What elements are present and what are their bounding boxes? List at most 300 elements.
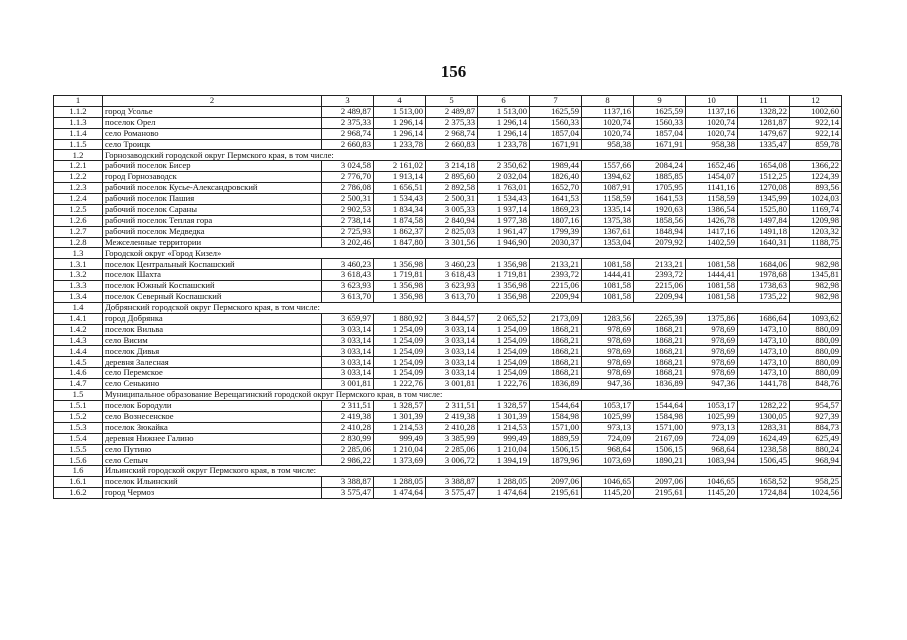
value-cell: 2 032,04 [478,172,530,183]
value-cell: 2 968,74 [322,128,374,139]
row-code: 1.4.6 [54,368,103,379]
value-cell: 1 254,09 [478,346,530,357]
settlement-name: рабочий поселок Медведка [103,226,322,237]
value-cell: 2 350,62 [478,161,530,172]
header-cell: 7 [530,96,582,107]
value-cell: 1 254,09 [478,324,530,335]
value-cell: 3 388,87 [426,477,478,488]
value-cell: 1826,40 [530,172,582,183]
value-cell: 978,69 [686,346,738,357]
value-cell: 2209,94 [634,292,686,303]
value-cell: 1081,58 [686,259,738,270]
value-cell: 1836,89 [530,379,582,390]
settlement-name: село Романово [103,128,322,139]
value-cell: 2 660,83 [426,139,478,150]
value-cell: 2 895,60 [426,172,478,183]
table-row [54,183,842,194]
table-row [54,324,842,335]
value-cell: 1684,06 [738,259,790,270]
value-cell: 1920,63 [634,204,686,215]
value-cell: 1 534,43 [374,194,426,205]
value-cell: 3 214,18 [426,161,478,172]
value-cell: 1641,53 [530,194,582,205]
value-cell: 1978,68 [738,270,790,281]
value-cell: 2 410,28 [426,422,478,433]
value-cell: 1 373,69 [374,455,426,466]
value-cell: 1283,56 [582,313,634,324]
row-code: 1.2.4 [54,194,103,205]
value-cell: 1353,04 [582,237,634,248]
row-code: 1.3.4 [54,292,103,303]
settlement-name: поселок Ильинский [103,477,322,488]
row-code: 1.2.1 [54,161,103,172]
value-cell: 1 254,09 [478,335,530,346]
table-row [54,313,842,324]
value-cell: 2215,06 [530,281,582,292]
settlement-name: село Троицк [103,139,322,150]
value-cell: 978,69 [582,346,634,357]
value-cell: 1238,58 [738,444,790,455]
value-cell: 978,69 [582,324,634,335]
table-row [54,488,842,499]
value-cell: 3 033,14 [322,335,374,346]
value-cell: 1 222,76 [374,379,426,390]
settlement-name: поселок Орел [103,117,322,128]
row-code: 1.3 [54,248,103,259]
value-cell: 2133,21 [634,259,686,270]
value-cell: 1584,98 [530,411,582,422]
value-cell: 1 534,43 [478,194,530,205]
value-cell: 1512,25 [738,172,790,183]
value-cell: 1625,59 [634,106,686,117]
value-cell: 1889,59 [530,433,582,444]
value-cell: 724,09 [582,433,634,444]
value-cell: 999,49 [374,433,426,444]
value-cell: 1 513,00 [374,106,426,117]
value-cell: 1557,66 [582,161,634,172]
value-cell: 1 356,98 [374,292,426,303]
value-cell: 880,09 [790,346,842,357]
section-title: Городской округ «Город Кизел» [103,248,842,259]
table-row [54,139,842,150]
row-code: 1.5.3 [54,422,103,433]
row-code: 1.4.1 [54,313,103,324]
section-row [54,150,842,161]
value-cell: 2209,94 [530,292,582,303]
settlement-name: рабочий поселок Бисер [103,161,322,172]
row-code: 1.2 [54,150,103,161]
value-cell: 1 296,14 [478,117,530,128]
value-cell: 1 254,09 [374,324,426,335]
value-cell: 1560,33 [634,117,686,128]
value-cell: 880,24 [790,444,842,455]
value-cell: 1868,21 [634,357,686,368]
value-cell: 859,78 [790,139,842,150]
value-cell: 1073,69 [582,455,634,466]
table-row [54,477,842,488]
header-cell: 9 [634,96,686,107]
value-cell: 1 656,51 [374,183,426,194]
value-cell: 1 328,57 [374,400,426,411]
value-cell: 1 913,14 [374,172,426,183]
row-code: 1.1.5 [54,139,103,150]
value-cell: 1 946,90 [478,237,530,248]
value-cell: 3 005,33 [426,204,478,215]
table-row [54,117,842,128]
value-cell: 2 738,14 [322,215,374,226]
value-cell: 1525,80 [738,204,790,215]
value-cell: 848,76 [790,379,842,390]
value-cell: 2 968,74 [426,128,478,139]
value-cell: 982,98 [790,292,842,303]
value-cell: 880,09 [790,335,842,346]
value-cell: 1544,64 [530,400,582,411]
value-cell: 1 233,78 [374,139,426,150]
row-code: 1.4.4 [54,346,103,357]
value-cell: 1375,86 [686,313,738,324]
value-cell: 958,25 [790,477,842,488]
value-cell: 1270,08 [738,183,790,194]
header-cell: 3 [322,96,374,107]
value-cell: 1426,78 [686,215,738,226]
row-code: 1.2.6 [54,215,103,226]
settlement-name: город Горнозаводск [103,172,322,183]
value-cell: 1506,15 [634,444,686,455]
value-cell: 2 489,87 [322,106,374,117]
value-cell: 3 613,70 [322,292,374,303]
value-cell: 2 065,52 [478,313,530,324]
value-cell: 2 419,38 [426,411,478,422]
value-cell: 1335,14 [582,204,634,215]
value-cell: 1625,59 [530,106,582,117]
value-cell: 3 033,14 [322,346,374,357]
value-cell: 1188,75 [790,237,842,248]
header-cell: 6 [478,96,530,107]
header-cell: 4 [374,96,426,107]
value-cell: 2 410,28 [322,422,374,433]
value-cell: 1652,70 [530,183,582,194]
value-cell: 1169,74 [790,204,842,215]
settlement-name: поселок Дивья [103,346,322,357]
table-row [54,379,842,390]
value-cell: 2265,39 [634,313,686,324]
value-cell: 1444,41 [582,270,634,281]
value-cell: 1053,17 [686,400,738,411]
section-title: Горнозаводский городской округ Пермского края, в том числе: [103,150,842,161]
value-cell: 1868,21 [634,346,686,357]
value-cell: 1 937,14 [478,204,530,215]
value-cell: 1025,99 [686,411,738,422]
header-cell: 12 [790,96,842,107]
value-cell: 1 719,81 [374,270,426,281]
table-row [54,368,842,379]
value-cell: 1473,10 [738,324,790,335]
value-cell: 3 033,14 [426,357,478,368]
value-cell: 973,13 [582,422,634,433]
value-cell: 1024,56 [790,488,842,499]
settlement-name: село Сенькино [103,379,322,390]
section-row [54,248,842,259]
value-cell: 1 214,53 [374,422,426,433]
value-cell: 3 001,81 [322,379,374,390]
settlement-name: город Добрянка [103,313,322,324]
value-cell: 2079,92 [634,237,686,248]
row-code: 1.6.2 [54,488,103,499]
value-cell: 1869,23 [530,204,582,215]
section-title: Ильинский городской округ Пермского края, в том числе: [103,466,842,477]
value-cell: 1020,74 [582,117,634,128]
value-cell: 1506,15 [530,444,582,455]
value-cell: 1 214,53 [478,422,530,433]
value-cell: 3 460,23 [426,259,478,270]
value-cell: 1 356,98 [374,259,426,270]
table-row [54,172,842,183]
value-cell: 1868,21 [530,357,582,368]
value-cell: 958,38 [582,139,634,150]
value-cell: 1137,16 [582,106,634,117]
settlement-name: рабочий поселок Теплая гора [103,215,322,226]
header-cell: 10 [686,96,738,107]
value-cell: 2 500,31 [322,194,374,205]
row-code: 1.4.2 [54,324,103,335]
value-cell: 1686,64 [738,313,790,324]
value-cell: 1868,21 [530,368,582,379]
value-cell: 1479,67 [738,128,790,139]
value-cell: 1 356,98 [478,281,530,292]
value-cell: 1735,22 [738,292,790,303]
table-row [54,400,842,411]
table-row [54,357,842,368]
value-cell: 3 001,81 [426,379,478,390]
section-title: Добрянский городской округ Пермского края, в том числе: [103,302,842,313]
value-cell: 1367,61 [582,226,634,237]
value-cell: 3 623,93 [322,281,374,292]
row-code: 1.5.2 [54,411,103,422]
value-cell: 1024,03 [790,194,842,205]
value-cell: 1 961,47 [478,226,530,237]
value-cell: 1 296,14 [374,117,426,128]
row-code: 1.5.4 [54,433,103,444]
value-cell: 1868,21 [530,324,582,335]
value-cell: 954,57 [790,400,842,411]
value-cell: 3 033,14 [322,324,374,335]
settlement-name: деревня Нижнее Галино [103,433,322,444]
value-cell: 2195,61 [530,488,582,499]
table-body [54,96,842,499]
value-cell: 3 460,23 [322,259,374,270]
value-cell: 1 254,09 [478,368,530,379]
value-cell: 2 161,02 [374,161,426,172]
value-cell: 978,69 [582,335,634,346]
value-cell: 1441,78 [738,379,790,390]
value-cell: 3 844,57 [426,313,478,324]
row-code: 1.2.3 [54,183,103,194]
value-cell: 1137,16 [686,106,738,117]
value-cell: 2097,06 [530,477,582,488]
table-row [54,433,842,444]
value-cell: 2 375,33 [426,117,478,128]
row-code: 1.1.3 [54,117,103,128]
value-cell: 2097,06 [634,477,686,488]
value-cell: 1652,46 [686,161,738,172]
value-cell: 1473,10 [738,346,790,357]
value-cell: 893,56 [790,183,842,194]
value-cell: 1083,94 [686,455,738,466]
value-cell: 1224,39 [790,172,842,183]
value-cell: 1283,31 [738,422,790,433]
value-cell: 1375,38 [582,215,634,226]
settlement-name: Межселенные территории [103,237,322,248]
value-cell: 968,64 [686,444,738,455]
value-cell: 1335,47 [738,139,790,150]
value-cell: 1 474,64 [478,488,530,499]
settlement-name: город Усолье [103,106,322,117]
value-cell: 1879,96 [530,455,582,466]
value-cell: 1506,45 [738,455,790,466]
value-cell: 1491,18 [738,226,790,237]
row-code: 1.2.7 [54,226,103,237]
section-row [54,466,842,477]
value-cell: 1868,21 [634,324,686,335]
value-cell: 927,39 [790,411,842,422]
table-row [54,346,842,357]
value-cell: 1081,58 [686,292,738,303]
value-cell: 2 725,93 [322,226,374,237]
settlement-name: поселок Северный Коспашский [103,292,322,303]
value-cell: 1868,21 [530,335,582,346]
value-cell: 1417,16 [686,226,738,237]
value-cell: 1 288,05 [374,477,426,488]
value-cell: 1 254,09 [374,335,426,346]
table-row [54,237,842,248]
value-cell: 1282,22 [738,400,790,411]
value-cell: 1 210,04 [478,444,530,455]
row-code: 1.6 [54,466,103,477]
value-cell: 1081,58 [686,281,738,292]
value-cell: 2 825,03 [426,226,478,237]
value-cell: 947,36 [582,379,634,390]
value-cell: 968,94 [790,455,842,466]
value-cell: 1281,87 [738,117,790,128]
value-cell: 1 254,09 [478,357,530,368]
value-cell: 1300,05 [738,411,790,422]
value-cell: 1 847,80 [374,237,426,248]
value-cell: 1025,99 [582,411,634,422]
value-cell: 978,69 [686,368,738,379]
value-cell: 2 419,38 [322,411,374,422]
value-cell: 1 874,58 [374,215,426,226]
value-cell: 625,49 [790,433,842,444]
table-row [54,335,842,346]
row-code: 1.5 [54,390,103,401]
value-cell: 3 659,97 [322,313,374,324]
value-cell: 2 489,87 [426,106,478,117]
row-code: 1.4.3 [54,335,103,346]
settlement-name: рабочий поселок Сараны [103,204,322,215]
value-cell: 1 254,09 [374,357,426,368]
header-row [54,96,842,107]
value-cell: 1858,56 [634,215,686,226]
value-cell: 1868,21 [634,368,686,379]
value-cell: 1203,32 [790,226,842,237]
value-cell: 1571,00 [530,422,582,433]
value-cell: 1093,62 [790,313,842,324]
settlement-name: город Чермоз [103,488,322,499]
value-cell: 1081,58 [582,281,634,292]
value-cell: 1 328,57 [478,400,530,411]
header-cell: 1 [54,96,103,107]
value-cell: 1 301,39 [374,411,426,422]
value-cell: 3 033,14 [426,335,478,346]
value-cell: 922,14 [790,128,842,139]
row-code: 1.4.7 [54,379,103,390]
value-cell: 2 500,31 [426,194,478,205]
value-cell: 1705,95 [634,183,686,194]
value-cell: 1640,31 [738,237,790,248]
value-cell: 1 834,34 [374,204,426,215]
value-cell: 1658,52 [738,477,790,488]
header-cell: 2 [103,96,322,107]
value-cell: 1641,53 [634,194,686,205]
row-code: 1.3.3 [54,281,103,292]
value-cell: 3 575,47 [322,488,374,499]
value-cell: 2 986,22 [322,455,374,466]
value-cell: 1654,08 [738,161,790,172]
value-cell: 1571,00 [634,422,686,433]
row-code: 1.2.5 [54,204,103,215]
value-cell: 3 301,56 [426,237,478,248]
value-cell: 2 830,99 [322,433,374,444]
value-cell: 1020,74 [686,128,738,139]
value-cell: 2167,09 [634,433,686,444]
value-cell: 1807,16 [530,215,582,226]
value-cell: 1053,17 [582,400,634,411]
settlement-name: деревня Залесная [103,357,322,368]
value-cell: 1473,10 [738,357,790,368]
row-code: 1.3.2 [54,270,103,281]
settlement-name: село Путино [103,444,322,455]
value-cell: 2 311,51 [426,400,478,411]
value-cell: 1394,62 [582,172,634,183]
row-code: 1.6.1 [54,477,103,488]
value-cell: 1002,60 [790,106,842,117]
table-row [54,292,842,303]
value-cell: 2 902,53 [322,204,374,215]
value-cell: 978,69 [686,357,738,368]
value-cell: 1497,84 [738,215,790,226]
value-cell: 724,09 [686,433,738,444]
value-cell: 1345,81 [790,270,842,281]
value-cell: 3 033,14 [426,324,478,335]
section-row [54,390,842,401]
value-cell: 2 786,08 [322,183,374,194]
value-cell: 2 375,33 [322,117,374,128]
row-code: 1.5.1 [54,400,103,411]
value-cell: 1 356,98 [478,259,530,270]
settlement-name: село Вознесенское [103,411,322,422]
value-cell: 1 254,09 [374,368,426,379]
value-cell: 1 233,78 [478,139,530,150]
table-row [54,194,842,205]
row-code: 1.2.2 [54,172,103,183]
value-cell: 1 296,14 [374,128,426,139]
settlement-name: село Сепыч [103,455,322,466]
value-cell: 1738,63 [738,281,790,292]
value-cell: 3 024,58 [322,161,374,172]
value-cell: 1848,94 [634,226,686,237]
value-cell: 3 385,99 [426,433,478,444]
value-cell: 1560,33 [530,117,582,128]
